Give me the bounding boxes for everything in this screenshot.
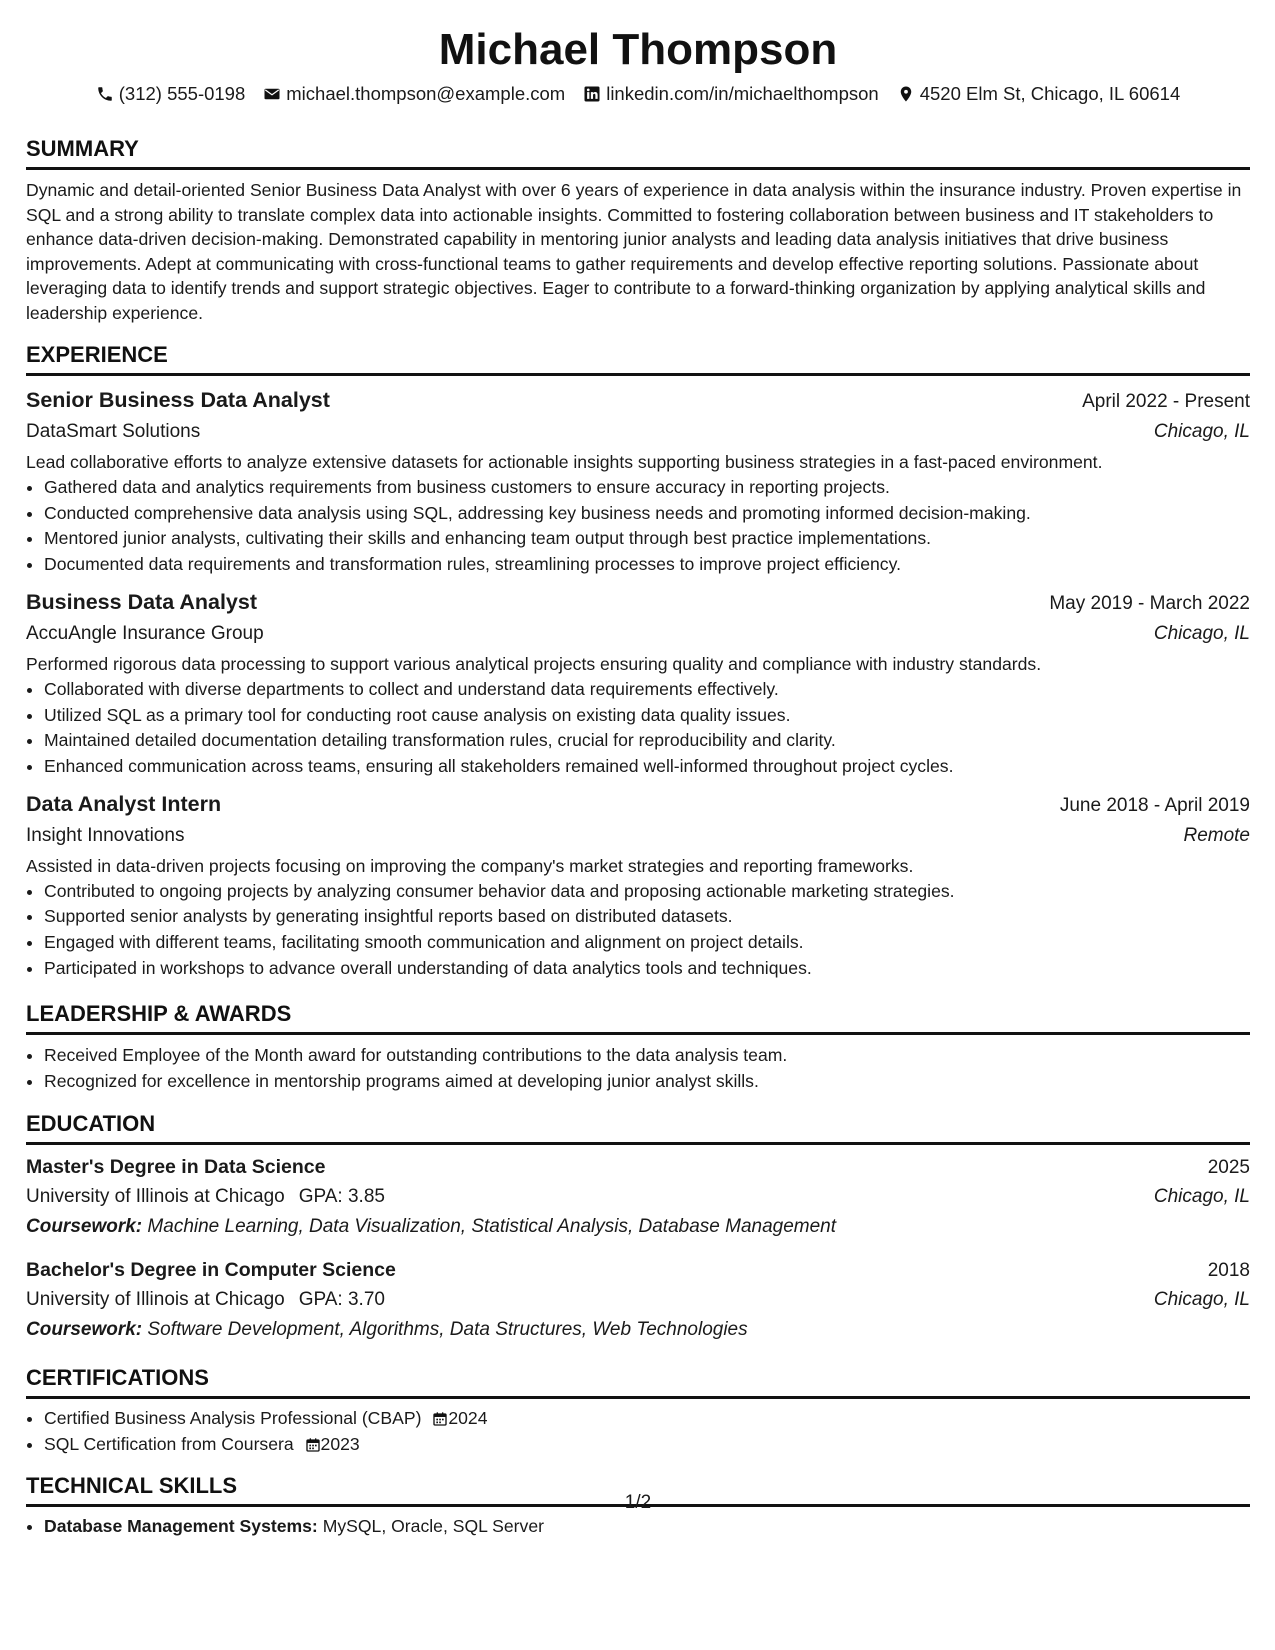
list-item	[44, 1432, 1250, 1458]
job-company: AccuAngle Insurance Group	[26, 622, 264, 644]
resume-page	[26, 0, 1250, 1540]
summary-text: Dynamic and detail-oriented Senior Business Data Analyst with over 6 years of experience in data analysis within the insurance industry. Proven expertise in SQL and a strong ability to translate complex data into actionable insights. Committed to fostering collaboration between business and IT stakeholders to enhance data-driven decision-making. Demonstrated capability in mentoring junior analysts and leading data analysis initiatives that drive business improvements. Adept at communicating with cross-functional teams to gather requirements and develop effective reporting solutions. Passionate about leveraging data to identify trends and support strategic objectives. Eager to contribute to a forward-thinking organization by applying analytical skills and leadership experience.	[26, 180, 1242, 323]
list-item: • Engaged with different teams, facilitating smooth communication and alignment on project details.	[44, 930, 1250, 956]
section-title: LEADERSHIP & AWARDS	[26, 1001, 1250, 1035]
list-item: • Gathered data and analytics requirements from business customers to ensure accuracy in reporting projects.	[44, 475, 1250, 501]
coursework-list: Software Development, Algorithms, Data Structures, Web Technologies	[147, 1318, 748, 1340]
job-description: Lead collaborative efforts to analyze extensive datasets for actionable insights supporting business strategies in a fast-paced environment.	[26, 452, 1103, 472]
list-item: • Documented data requirements and transformation rules, streamlining processes to improve project efficiency.	[44, 552, 1250, 578]
certification-year: 2023	[320, 1433, 360, 1454]
job-description: Assisted in data-driven projects focusing on improving the company's market strategies and reporting frameworks.	[26, 855, 914, 876]
address-text: 4520 Elm St, Chicago, IL 60614	[919, 83, 1181, 104]
experience-section	[26, 342, 1250, 981]
list-item: • Participated in workshops to advance overall understanding of data analytics tools and techniques.	[44, 956, 1250, 982]
section-title: SUMMARY	[26, 136, 1250, 170]
section-title: TECHNICAL SKILLS	[26, 1473, 1250, 1507]
list-item	[44, 1406, 1250, 1432]
calendar-icon	[299, 1434, 321, 1454]
phone-text: (312) 555-0198	[118, 83, 246, 104]
candidate-name: Michael Thompson	[438, 25, 838, 74]
job-entry	[26, 587, 1250, 780]
job-bullets	[26, 475, 1250, 578]
section-title: EXPERIENCE	[26, 342, 1250, 376]
degree-name: Master's Degree in Data Science	[26, 1155, 326, 1178]
coursework	[26, 1315, 1250, 1345]
list-item: • Contributed to ongoing projects by analyzing consumer behavior data and proposing actionable marketing strategies.	[44, 879, 1250, 905]
page-number: 1/2	[624, 1492, 652, 1513]
education-section	[26, 1111, 1250, 1345]
list-item: • Enhanced communication across teams, ensuring all stakeholders remained well-informed throughout project cycles.	[44, 754, 1250, 780]
gpa: GPA: 3.85	[298, 1185, 385, 1207]
map-marker-icon	[897, 85, 915, 103]
list-item: • Conducted comprehensive data analysis using SQL, addressing key business needs and promoting informed decision-making.	[44, 501, 1250, 527]
coursework-list: Machine Learning, Data Visualization, Statistical Analysis, Database Management	[147, 1215, 837, 1237]
degree-year: 2018	[1207, 1259, 1250, 1281]
list-item: • Received Employee of the Month award for outstanding contributions to the data analysis team.	[44, 1043, 1250, 1069]
section-title: CERTIFICATIONS	[26, 1365, 1250, 1399]
skill-values: MySQL, Oracle, SQL Server	[322, 1516, 544, 1537]
school-name: University of Illinois at Chicago	[26, 1288, 285, 1310]
contact-bar	[26, 82, 1250, 106]
email-link[interactable]: michael.thompson@example.com	[286, 83, 566, 104]
job-location: Chicago, IL	[1153, 622, 1250, 644]
list-item: • Mentored junior analysts, cultivating their skills and enhancing team output through best practice implementations.	[44, 526, 1250, 552]
school-location: Chicago, IL	[1153, 1288, 1250, 1310]
gpa: GPA: 3.70	[298, 1288, 385, 1310]
degree-name: Bachelor's Degree in Computer Science	[26, 1258, 396, 1281]
job-dates: June 2018 - April 2019	[1059, 794, 1250, 816]
certifications-list	[26, 1406, 1250, 1457]
calendar-icon	[426, 1408, 448, 1428]
certification-name: Certified Business Analysis Professional (CBAP)	[44, 1407, 422, 1428]
school-location: Chicago, IL	[1153, 1185, 1250, 1207]
phone-icon	[96, 85, 114, 103]
job-bullets	[26, 879, 1250, 982]
coursework	[26, 1212, 1250, 1242]
job-location: Remote	[1183, 824, 1250, 846]
envelope-icon	[263, 85, 281, 103]
coursework-label: Coursework:	[26, 1318, 143, 1340]
list-item: • Maintained detailed documentation detailing transformation rules, crucial for reproducibility and clarity.	[44, 728, 1250, 754]
education-entry	[26, 1153, 1250, 1242]
job-title: Senior Business Data Analyst	[26, 388, 330, 412]
contact-address	[897, 82, 1181, 106]
job-company: Insight Innovations	[26, 824, 185, 846]
contact-email[interactable]	[263, 82, 565, 106]
job-title: Business Data Analyst	[26, 589, 258, 614]
skill-category: Database Management Systems:	[44, 1516, 318, 1537]
job-bullets	[26, 677, 1250, 780]
linkedin-link[interactable]: linkedin.com/in/michaelthompson	[606, 83, 879, 104]
degree-year: 2025	[1207, 1156, 1250, 1178]
skills-list	[26, 1514, 1250, 1540]
summary-section	[26, 136, 1250, 325]
job-description: Performed rigorous data processing to support various analytical projects ensuring quality and compliance with industry standards.	[26, 653, 1042, 674]
school-name: University of Illinois at Chicago	[26, 1185, 285, 1207]
list-item: • Recognized for excellence in mentorship programs aimed at developing junior analyst skills.	[44, 1069, 1250, 1095]
coursework-label: Coursework:	[26, 1215, 143, 1237]
linkedin-icon	[583, 85, 601, 103]
list-item: • Supported senior analysts by generating insightful reports based on distributed datasets.	[44, 904, 1250, 930]
list-item: • Collaborated with diverse departments to collect and understand data requirements effectively.	[44, 677, 1250, 703]
job-dates: April 2022 - Present	[1082, 391, 1250, 412]
certifications-section	[26, 1365, 1250, 1457]
job-entry	[26, 789, 1250, 982]
contact-phone	[96, 82, 246, 106]
job-title: Data Analyst Intern	[26, 791, 222, 816]
certification-year: 2024	[448, 1407, 488, 1428]
certification-name: SQL Certification from Coursera	[44, 1433, 294, 1454]
list-item	[44, 1514, 1250, 1540]
section-title: EDUCATION	[26, 1111, 1250, 1145]
job-entry	[26, 385, 1250, 578]
job-dates: May 2019 - March 2022	[1049, 592, 1250, 614]
list-item: • Utilized SQL as a primary tool for conducting root cause analysis on existing data quality issues.	[44, 703, 1250, 729]
job-location: Chicago, IL	[1153, 421, 1250, 442]
contact-linkedin[interactable]	[583, 82, 879, 106]
leadership-section	[26, 1001, 1250, 1094]
job-company: DataSmart Solutions	[26, 421, 201, 442]
education-entry	[26, 1256, 1250, 1345]
awards-list	[26, 1043, 1250, 1094]
